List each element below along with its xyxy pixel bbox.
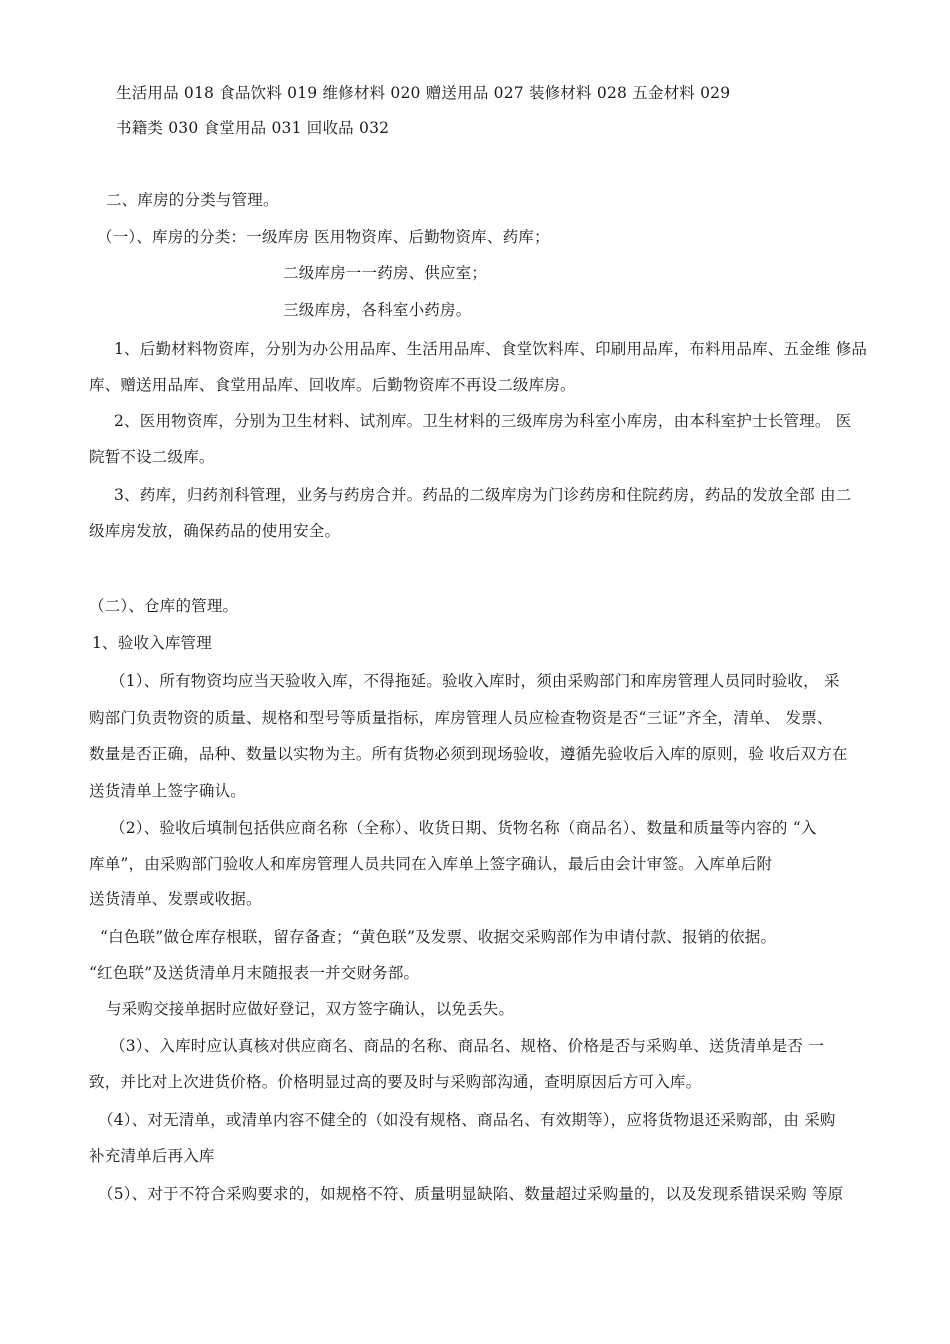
paragraph-2-line-1: （2）、验收后填制包括供应商名称（全称）、收货日期、货物名称（商品名）、数量和质量等内容的 “入: [110, 819, 817, 837]
level-3-warehouse-line: 三级库房，各科室小药房。: [283, 301, 472, 319]
paragraph-3-line-2: 致，并比对上次进货价格。价格明显过高的要及时与采购部沟通，查明原因后方可入库。: [89, 1073, 702, 1091]
category-codes-line-2: 书籍类 030 食堂用品 031 回收品 032: [116, 119, 390, 137]
paragraph-2-line-6: 与采购交接单据时应做好登记，双方签字确认，以免丢失。: [106, 1000, 515, 1018]
subsection-heading-classification: （一）、库房的分类：一级库房 医用物资库、后勤物资库、药库；: [97, 228, 550, 246]
paragraph-3-line-1: （3）、入库时应认真核对供应商名、商品的名称、商品名、规格、价格是否与采购单、送货清单是否 一: [110, 1037, 824, 1055]
subsection-heading-management: （二）、仓库的管理。: [89, 597, 239, 615]
paragraph-2-line-4: “白色联”做仓库存根联，留存备查；“黄色联”及发票、收据交采购部作为申请付款、报销的依据。: [100, 928, 777, 946]
item-3-line-2: 级库房发放，确保药品的使用安全。: [89, 522, 341, 540]
paragraph-1-line-2: 购部门负责物资的质量、规格和型号等质量指标，库房管理人员应检查物资是否“三证”齐全，清单、 发票、: [89, 709, 833, 727]
category-codes-line-1: 生活用品 018 食品饮料 019 维修材料 020 赠送用品 027 装修材料 028 五金材料 029: [116, 84, 731, 102]
paragraph-4-line-1: （4）、对无清单，或清单内容不健全的（如没有规格、商品名、有效期等），应将货物退还采购部，由 采购: [98, 1111, 836, 1129]
level-2-warehouse-line: 二级库房一一药房、供应室；: [283, 264, 488, 282]
paragraph-1-line-3: 数量是否正确，品种、数量以实物为主。所有货物必须到现场验收，遵循先验收后入库的原则，验 收后双方在: [89, 745, 848, 763]
paragraph-1-line-1: （1）、所有物资均应当天验收入库，不得拖延。验收入库时，须由采购部门和库房管理人员同时验收， 采: [110, 672, 840, 690]
paragraph-5-line-1: （5）、对于不符合采购要求的，如规格不符、质量明显缺陷、数量超过采购量的，以及发现系错误采购 等原: [98, 1185, 844, 1203]
paragraph-2-line-3: 送货清单、发票或收据。: [89, 890, 262, 908]
item-1-line-2: 库、赠送用品库、食堂用品库、回收库。后勤物资库不再设二级库房。: [89, 376, 576, 394]
section-heading: 二、库房的分类与管理。: [106, 191, 279, 209]
paragraph-2-line-5: “红色联”及送货清单月末随报表一并交财务部。: [89, 964, 420, 982]
item-2-line-2: 院暂不设二级库。: [89, 448, 215, 466]
item-3-line-1: 3、药库，归药剂科管理，业务与药房合并。药品的二级库房为门诊药房和住院药房，药品的发放全部 由二: [114, 486, 852, 504]
paragraph-2-line-2: 库单”，由采购部门验收人和库房管理人员共同在入库单上签字确认，最后由会计审签。入库单后附: [89, 855, 773, 873]
paragraph-4-line-2: 补充清单后再入库: [89, 1147, 215, 1165]
subsection-item-receiving: 1、验收入库管理: [92, 634, 212, 652]
item-1-line-1: 1、后勤材料物资库，分别为办公用品库、生活用品库、食堂饮料库、印刷用品库，布料用品库、五金维 修品: [114, 340, 868, 358]
paragraph-1-line-4: 送货清单上签字确认。: [89, 782, 247, 800]
item-2-line-1: 2、医用物资库，分别为卫生材料、试剂库。卫生材料的三级库房为科室小库房，由本科室护士长管理。 医: [114, 412, 852, 430]
